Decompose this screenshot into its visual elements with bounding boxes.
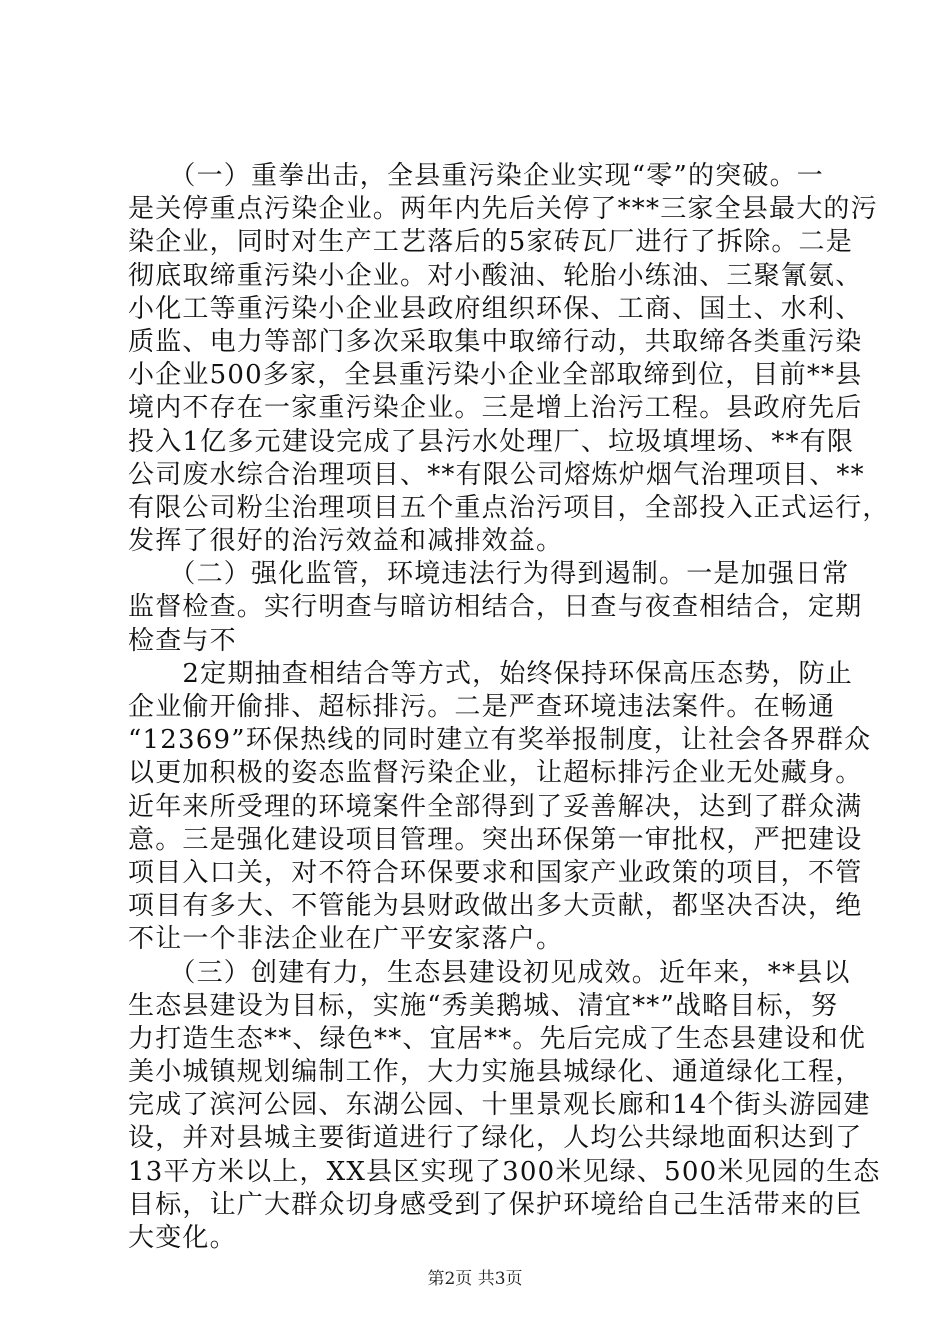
text-line: 设，并对县城主要街道进行了绿化，人均公共绿地面积达到了	[128, 1123, 863, 1154]
text-line: 公司废水综合治理项目、**有限公司熔炼炉烟气治理项目、**	[128, 459, 865, 490]
text-line: 有限公司粉尘治理项目五个重点治污项目，全部投入正式运行，	[128, 492, 890, 523]
text-line: 美小城镇规划编制工作，大力实施县城绿化、通道绿化工程，	[128, 1057, 863, 1088]
text-line: 大变化。	[128, 1223, 237, 1253]
text-line: 企业偷开偷排、超标排污。二是严查环境违法案件。在畅通	[128, 692, 836, 722]
text-line: 项目有多大、不管能为县财政做出多大贡献，都坚决否决，绝	[128, 891, 863, 922]
text-line: 染企业，同时对生产工艺落后的5家砖瓦厂进行了拆除。二是	[128, 227, 853, 258]
text-line: 生态县建设为目标，实施“秀美鹅城、清宜**”战略目标，努	[128, 990, 839, 1021]
text-line: （三）创建有力，生态县建设初见成效。近年来，**县以	[128, 957, 851, 988]
text-line: 力打造生态**、绿色**、宜居**。先后完成了生态县建设和优	[128, 1023, 867, 1054]
text-line: 以更加积极的姿态监督污染企业，让超标排污企业无处藏身。	[128, 758, 863, 789]
text-line: 近年来所受理的环境案件全部得到了妥善解决，达到了群众满	[128, 791, 863, 822]
text-line: 是关停重点污染企业。两年内先后关停了***三家全县最大的污	[128, 194, 878, 225]
text-line: 意。三是强化建设项目管理。突出环保第一审批权，严把建设	[128, 824, 863, 855]
text-line: 项目入口关，对不符合环保要求和国家产业政策的项目，不管	[128, 857, 863, 888]
text-line: 不让一个非法企业在广平安家落户。	[128, 924, 564, 955]
text-line: 境内不存在一家重污染企业。三是增上治污工程。县政府先后	[128, 393, 863, 424]
text-line: 13平方米以上，XX县区实现了300米见绿、500米见园的生态	[128, 1156, 881, 1187]
text-line: 检查与不	[128, 625, 237, 656]
text-line: 发挥了很好的治污效益和减排效益。	[128, 526, 564, 557]
text-line: 完成了滨河公园、东湖公园、十里景观长廊和14个街头游园建	[128, 1090, 871, 1121]
document-body	[128, 160, 890, 1255]
text-line: （一）重拳出击，全县重污染企业实现“零”的突破。一	[128, 161, 824, 191]
text-line: 彻底取缔重污染小企业。对小酸油、轮胎小练油、三聚氰氨、	[128, 260, 863, 291]
text-line: 投入1亿多元建设完成了县污水处理厂、垃圾填埋场、**有限	[128, 426, 855, 457]
text-line: “12369”环保热线的同时建立有奖举报制度，让社会各界群众	[128, 725, 872, 756]
text-line: 2定期抽查相结合等方式，始终保持环保高压态势，防止	[128, 658, 853, 689]
text-line: 小企业500多家，全县重污染小企业全部取缔到位，目前**县	[128, 360, 863, 391]
page-footer: 第2页 共3页	[427, 1269, 523, 1289]
text-line: 小化工等重污染小企业县政府组织环保、工商、国土、水利、	[128, 293, 863, 324]
text-line: 监督检查。实行明查与暗访相结合，日查与夜查相结合，定期	[128, 592, 863, 623]
text-line: （二）强化监管，环境违法行为得到遏制。一是加强日常	[128, 559, 850, 590]
text-line: 目标，让广大群众切身感受到了保护环境给自己生活带来的巨	[128, 1189, 863, 1220]
text-line: 质监、电力等部门多次采取集中取缔行动，共取缔各类重污染	[128, 326, 863, 357]
